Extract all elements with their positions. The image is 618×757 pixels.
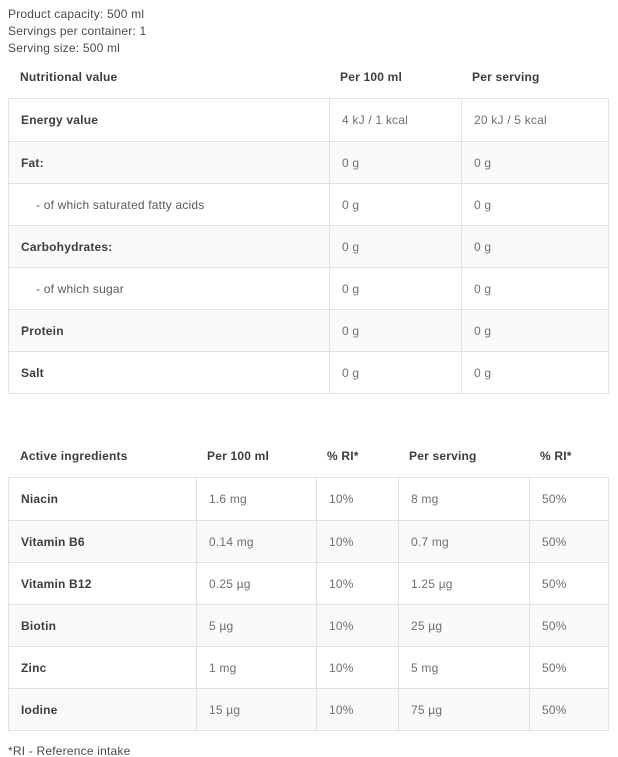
product-capacity-line: Product capacity: 500 ml: [8, 7, 145, 21]
row-label: Vitamin B6: [21, 534, 85, 549]
table-row: [9, 183, 608, 225]
row-label: Protein: [21, 323, 64, 338]
per-100ml-value: 0.25 µg: [196, 563, 316, 604]
ri-100ml-value: 10%: [316, 563, 398, 604]
per-serving-value: 0 g: [461, 184, 608, 225]
table-row: [9, 309, 608, 351]
row-label: Fat:: [21, 155, 44, 170]
table-row: [9, 99, 608, 141]
row-label: Salt: [21, 365, 44, 380]
per-100ml-value: 0 g: [329, 184, 461, 225]
ingredients-table: [8, 477, 609, 731]
ri-100ml-value: 10%: [316, 478, 398, 520]
per-100ml-value: 1.6 mg: [196, 478, 316, 520]
per-serving-value: 0 g: [461, 226, 608, 267]
ingredients-table-header-row: [8, 449, 618, 463]
table-row: [9, 478, 608, 520]
servings-per-container-line: Servings per container: 1: [8, 24, 147, 38]
ri-100ml-value: 10%: [316, 689, 398, 730]
per-serving-value: 8 mg: [398, 478, 529, 520]
per-serving-value: 0 g: [461, 352, 608, 393]
table-row: [9, 520, 608, 562]
per-serving-value: 0 g: [461, 142, 608, 183]
per-100ml-value: 0 g: [329, 142, 461, 183]
row-label: Energy value: [21, 113, 99, 127]
per-100ml-value: 0 g: [329, 268, 461, 309]
per-100ml-value: 0 g: [329, 310, 461, 351]
ri-serving-value: 50%: [529, 647, 608, 688]
nutrition-table-title: Nutritional value: [20, 70, 118, 84]
table-row: [9, 604, 608, 646]
table-row: [9, 562, 608, 604]
ri-serving-value: 50%: [529, 521, 608, 562]
row-label: - of which sugar: [36, 281, 124, 296]
table-row: [9, 646, 608, 688]
per-100ml-value: 1 mg: [196, 647, 316, 688]
row-label: Zinc: [21, 660, 47, 675]
per-100ml-value: 5 µg: [196, 605, 316, 646]
ri-serving-value: 50%: [529, 689, 608, 730]
ri-serving-value: 50%: [529, 563, 608, 604]
per-100ml-value: 0 g: [329, 226, 461, 267]
ri-serving-value: 50%: [529, 478, 608, 520]
ri-100ml-value: 10%: [316, 647, 398, 688]
per-serving-value: 5 mg: [398, 647, 529, 688]
row-label: Niacin: [21, 492, 59, 506]
ri-100ml-value: 10%: [316, 605, 398, 646]
row-label: - of which saturated fatty acids: [36, 197, 205, 212]
ri-serving-header: % RI*: [540, 449, 572, 463]
per-100ml-value: 0.14 mg: [196, 521, 316, 562]
per-100ml-value: 4 kJ / 1 kcal: [329, 99, 461, 141]
per-serving-header: Per serving: [409, 449, 477, 463]
per-100ml-header: Per 100 ml: [207, 449, 270, 463]
per-serving-value: 0 g: [461, 268, 608, 309]
row-label: Vitamin B12: [21, 576, 92, 591]
ri-100ml-header: % RI*: [327, 449, 359, 463]
table-row: [9, 267, 608, 309]
table-row: [9, 225, 608, 267]
table-row: [9, 141, 608, 183]
serving-size-line: Serving size: 500 ml: [8, 41, 121, 55]
per-serving-value: 0 g: [461, 310, 608, 351]
per-serving-value: 1.25 µg: [398, 563, 529, 604]
per-serving-value: 20 kJ / 5 kcal: [461, 99, 608, 141]
ri-100ml-value: 10%: [316, 521, 398, 562]
per-serving-value: 25 µg: [398, 605, 529, 646]
row-label: Biotin: [21, 618, 57, 633]
per-serving-value: 0.7 mg: [398, 521, 529, 562]
per-100ml-value: 15 µg: [196, 689, 316, 730]
row-label: Iodine: [21, 702, 58, 717]
table-row: [9, 688, 608, 730]
per-100ml-header: Per 100 ml: [340, 70, 403, 84]
row-label: Carbohydrates:: [21, 239, 113, 254]
per-100ml-value: 0 g: [329, 352, 461, 393]
nutrition-table: [8, 98, 609, 394]
per-serving-value: 75 µg: [398, 689, 529, 730]
ri-serving-value: 50%: [529, 605, 608, 646]
ingredients-table-title: Active ingredients: [20, 449, 128, 463]
per-serving-header: Per serving: [472, 70, 540, 84]
table-row: [9, 351, 608, 393]
reference-intake-footnote: *RI - Reference intake: [8, 744, 131, 757]
nutrition-table-header-row: [8, 70, 618, 84]
